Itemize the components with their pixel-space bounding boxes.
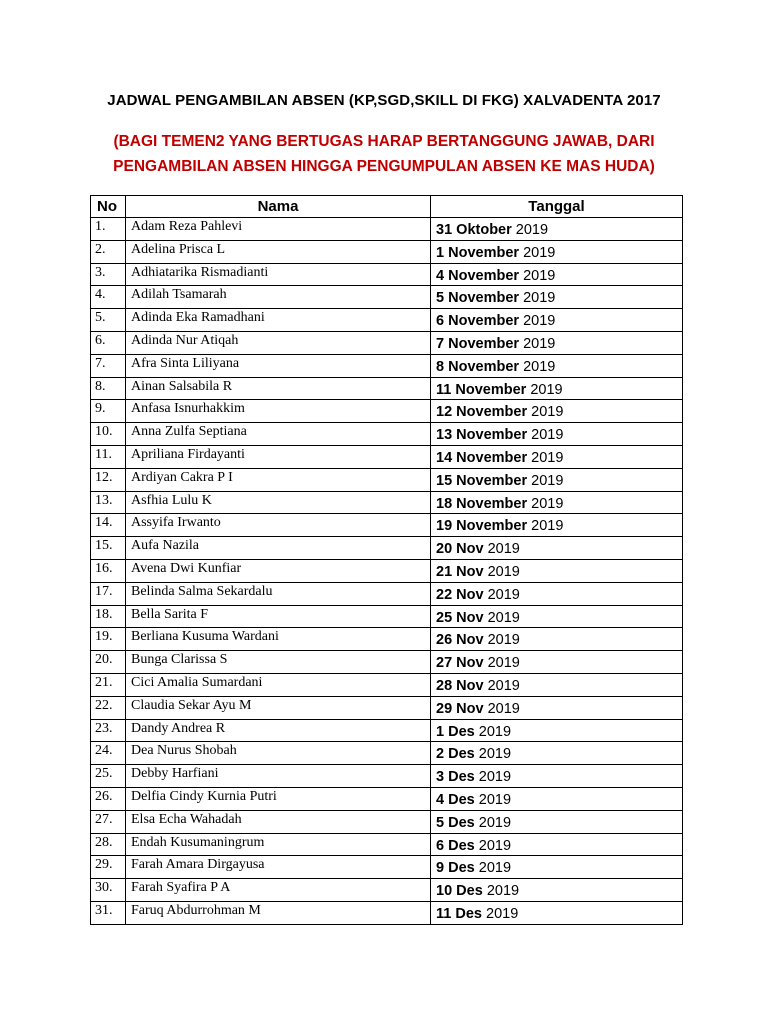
date-year: 2019 bbox=[531, 495, 564, 512]
date-day: 27 bbox=[436, 655, 453, 672]
date-month: Des bbox=[448, 791, 475, 808]
date-month: November bbox=[448, 313, 520, 330]
row-date bbox=[431, 445, 683, 468]
date-day: 8 bbox=[436, 358, 445, 375]
date-year: 2019 bbox=[530, 381, 563, 398]
date-day: 4 bbox=[436, 791, 445, 808]
date-year: 2019 bbox=[523, 244, 556, 261]
row-number: 14. bbox=[91, 514, 126, 537]
date-month: November bbox=[448, 335, 520, 352]
row-number: 24. bbox=[91, 742, 126, 765]
date-month: November bbox=[448, 358, 520, 375]
date-month: Oktober bbox=[456, 222, 512, 238]
row-number: 18. bbox=[91, 605, 126, 628]
row-number: 3. bbox=[91, 263, 126, 286]
row-number: 7. bbox=[91, 354, 126, 377]
row-number: 10. bbox=[91, 423, 126, 446]
date-year: 2019 bbox=[523, 267, 556, 284]
header-tanggal: Tanggal bbox=[431, 196, 683, 218]
row-name: Afra Sinta Liliyana bbox=[126, 354, 431, 377]
date-day: 1 bbox=[436, 244, 445, 261]
date-year: 2019 bbox=[478, 837, 512, 854]
date-month: November bbox=[456, 449, 528, 466]
table-row bbox=[91, 901, 683, 924]
date-month: Nov bbox=[456, 677, 484, 694]
date-day: 3 bbox=[436, 769, 445, 786]
note-line-1: (BAGI TEMEN2 YANG BERTUGAS HARAP BERTANGGUNG JAWAB, DARI bbox=[113, 133, 655, 150]
table-row bbox=[91, 354, 683, 377]
date-year: 2019 bbox=[478, 769, 512, 786]
table-header-row bbox=[91, 196, 683, 218]
row-name: Bunga Clarissa S bbox=[126, 651, 431, 674]
row-date bbox=[431, 605, 683, 628]
table-row bbox=[91, 582, 683, 605]
date-day: 4 bbox=[436, 267, 445, 284]
table-row bbox=[91, 240, 683, 263]
row-number: 31. bbox=[91, 901, 126, 924]
row-number: 15. bbox=[91, 537, 126, 560]
row-date bbox=[431, 263, 683, 286]
row-name: Dandy Andrea R bbox=[126, 719, 431, 742]
date-day: 21 bbox=[436, 563, 453, 580]
date-day: 1 bbox=[436, 723, 445, 740]
date-year: 2019 bbox=[523, 313, 556, 330]
date-year: 2019 bbox=[523, 358, 556, 375]
header-nama: Nama bbox=[126, 196, 431, 218]
date-year: 2019 bbox=[487, 700, 520, 717]
table-row bbox=[91, 491, 683, 514]
date-day: 28 bbox=[436, 677, 453, 694]
row-name: Claudia Sekar Ayu M bbox=[126, 696, 431, 719]
date-year: 2019 bbox=[531, 427, 564, 444]
row-number: 9. bbox=[91, 400, 126, 423]
row-number: 13. bbox=[91, 491, 126, 514]
table-row bbox=[91, 400, 683, 423]
row-name: Avena Dwi Kunfiar bbox=[126, 559, 431, 582]
row-name: Belinda Salma Sekardalu bbox=[126, 582, 431, 605]
row-number: 11. bbox=[91, 445, 126, 468]
row-name: Anfasa Isnurhakkim bbox=[126, 400, 431, 423]
row-date bbox=[431, 651, 683, 674]
date-year: 2019 bbox=[487, 655, 520, 672]
date-day: 2 bbox=[436, 746, 445, 763]
row-date bbox=[431, 833, 683, 856]
table-row bbox=[91, 787, 683, 810]
row-name: Bella Sarita F bbox=[126, 605, 431, 628]
table-row bbox=[91, 559, 683, 582]
row-name: Adilah Tsamarah bbox=[126, 286, 431, 309]
date-year: 2019 bbox=[486, 883, 520, 900]
date-day: 18 bbox=[436, 495, 453, 512]
date-year: 2019 bbox=[478, 814, 512, 831]
table-row bbox=[91, 833, 683, 856]
date-year: 2019 bbox=[478, 860, 512, 877]
row-number: 22. bbox=[91, 696, 126, 719]
row-number: 30. bbox=[91, 879, 126, 902]
date-month: November bbox=[448, 267, 520, 284]
date-month: November bbox=[456, 472, 528, 489]
row-name: Farah Amara Dirgayusa bbox=[126, 856, 431, 879]
date-day: 10 bbox=[436, 883, 453, 900]
date-day: 14 bbox=[436, 449, 453, 466]
date-year: 2019 bbox=[486, 905, 519, 922]
date-day: 20 bbox=[436, 541, 453, 558]
table-row bbox=[91, 286, 683, 309]
date-month: Des bbox=[456, 883, 483, 900]
row-number: 23. bbox=[91, 719, 126, 742]
row-date bbox=[431, 309, 683, 332]
row-name: Ainan Salsabila R bbox=[126, 377, 431, 400]
note-line-2: PENGAMBILAN ABSEN HINGGA PENGUMPULAN ABSEN KE MAS HUDA) bbox=[113, 158, 655, 175]
row-date bbox=[431, 286, 683, 309]
row-date bbox=[431, 856, 683, 879]
schedule-table bbox=[90, 195, 683, 925]
row-name: Elsa Echa Wahadah bbox=[126, 810, 431, 833]
row-date bbox=[431, 377, 683, 400]
row-number: 29. bbox=[91, 856, 126, 879]
row-date bbox=[431, 582, 683, 605]
row-date bbox=[431, 423, 683, 446]
table-row bbox=[91, 673, 683, 696]
date-year: 2019 bbox=[531, 518, 564, 535]
date-day: 25 bbox=[436, 609, 453, 626]
table-row bbox=[91, 856, 683, 879]
table-row bbox=[91, 651, 683, 674]
table-row bbox=[91, 742, 683, 765]
row-date bbox=[431, 354, 683, 377]
row-name: Debby Harfiani bbox=[126, 765, 431, 788]
date-month: November bbox=[448, 290, 520, 307]
date-month: Nov bbox=[456, 563, 484, 580]
row-date bbox=[431, 537, 683, 560]
date-month: Des bbox=[448, 746, 475, 763]
row-name: Dea Nurus Shobah bbox=[126, 742, 431, 765]
date-month: Nov bbox=[456, 700, 484, 717]
date-year: 2019 bbox=[478, 746, 512, 763]
date-day: 5 bbox=[436, 814, 445, 831]
date-month: Des bbox=[448, 837, 475, 854]
row-date bbox=[431, 765, 683, 788]
table-row bbox=[91, 810, 683, 833]
date-day: 13 bbox=[436, 427, 453, 444]
table-row bbox=[91, 331, 683, 354]
date-month: November bbox=[456, 427, 528, 444]
row-number: 25. bbox=[91, 765, 126, 788]
row-date bbox=[431, 879, 683, 902]
date-year: 2019 bbox=[487, 563, 520, 580]
date-month: November bbox=[456, 518, 528, 535]
row-name: Adelina Prisca L bbox=[126, 240, 431, 263]
date-month: November bbox=[448, 244, 520, 261]
date-month: Des bbox=[455, 905, 482, 922]
date-month: Des bbox=[448, 723, 475, 740]
row-date bbox=[431, 810, 683, 833]
table-row bbox=[91, 263, 683, 286]
row-number: 12. bbox=[91, 468, 126, 491]
date-year: 2019 bbox=[523, 290, 556, 307]
row-date bbox=[431, 901, 683, 924]
date-year: 2019 bbox=[487, 541, 520, 558]
table-row bbox=[91, 605, 683, 628]
header-no: No bbox=[91, 196, 126, 218]
date-month: Nov bbox=[456, 541, 484, 558]
row-name: Cici Amalia Sumardani bbox=[126, 673, 431, 696]
date-year: 2019 bbox=[478, 723, 512, 740]
date-month: November bbox=[455, 381, 527, 398]
table-row bbox=[91, 377, 683, 400]
table-row bbox=[91, 218, 683, 241]
row-number: 1. bbox=[91, 218, 126, 241]
date-year: 2019 bbox=[531, 449, 564, 466]
row-number: 21. bbox=[91, 673, 126, 696]
table-row bbox=[91, 696, 683, 719]
row-name: Endah Kusumaningrum bbox=[126, 833, 431, 856]
row-number: 26. bbox=[91, 787, 126, 810]
row-number: 17. bbox=[91, 582, 126, 605]
row-number: 27. bbox=[91, 810, 126, 833]
row-number: 2. bbox=[91, 240, 126, 263]
row-date bbox=[431, 696, 683, 719]
row-name: Aufa Nazila bbox=[126, 537, 431, 560]
row-name: Adinda Nur Atiqah bbox=[126, 331, 431, 354]
date-month: Des bbox=[448, 769, 475, 786]
date-day: 26 bbox=[436, 632, 453, 649]
date-month: Des bbox=[448, 860, 475, 877]
date-day: 11 bbox=[436, 381, 452, 398]
row-number: 20. bbox=[91, 651, 126, 674]
date-day: 5 bbox=[436, 290, 445, 307]
table-row bbox=[91, 719, 683, 742]
table-row bbox=[91, 445, 683, 468]
table-row bbox=[91, 765, 683, 788]
row-name: Adinda Eka Ramadhani bbox=[126, 309, 431, 332]
table-row bbox=[91, 514, 683, 537]
row-date bbox=[431, 673, 683, 696]
table-row bbox=[91, 628, 683, 651]
date-month: November bbox=[456, 404, 528, 421]
date-day: 6 bbox=[436, 313, 445, 330]
row-number: 4. bbox=[91, 286, 126, 309]
row-date bbox=[431, 719, 683, 742]
row-date bbox=[431, 628, 683, 651]
table-row bbox=[91, 423, 683, 446]
date-year: 2019 bbox=[523, 335, 556, 352]
date-year: 2019 bbox=[487, 632, 520, 649]
row-name: Faruq Abdurrohman M bbox=[126, 901, 431, 924]
date-year: 2019 bbox=[531, 404, 564, 421]
row-name: Delfia Cindy Kurnia Putri bbox=[126, 787, 431, 810]
table-row bbox=[91, 309, 683, 332]
date-year: 2019 bbox=[478, 791, 512, 808]
row-number: 8. bbox=[91, 377, 126, 400]
date-day: 31 bbox=[436, 222, 453, 238]
row-date bbox=[431, 400, 683, 423]
row-name: Berliana Kusuma Wardani bbox=[126, 628, 431, 651]
date-day: 9 bbox=[436, 860, 445, 877]
row-date bbox=[431, 491, 683, 514]
date-day: 7 bbox=[436, 335, 445, 352]
row-number: 19. bbox=[91, 628, 126, 651]
date-year: 2019 bbox=[531, 472, 564, 489]
date-day: 29 bbox=[436, 700, 453, 717]
row-name: Farah Syafira P A bbox=[126, 879, 431, 902]
date-month: Nov bbox=[456, 655, 484, 672]
date-month: November bbox=[456, 495, 528, 512]
date-day: 19 bbox=[436, 518, 453, 535]
row-name: Assyifa Irwanto bbox=[126, 514, 431, 537]
row-date bbox=[431, 742, 683, 765]
date-day: 15 bbox=[436, 472, 453, 489]
row-name: Asfhia Lulu K bbox=[126, 491, 431, 514]
row-name: Ardiyan Cakra P I bbox=[126, 468, 431, 491]
row-number: 6. bbox=[91, 331, 126, 354]
row-date bbox=[431, 468, 683, 491]
row-date bbox=[431, 331, 683, 354]
row-number: 5. bbox=[91, 309, 126, 332]
date-month: Des bbox=[448, 814, 475, 831]
date-year: 2019 bbox=[487, 586, 520, 603]
date-day: 22 bbox=[436, 586, 453, 603]
date-day: 12 bbox=[436, 404, 453, 421]
row-name: Apriliana Firdayanti bbox=[126, 445, 431, 468]
row-date bbox=[431, 559, 683, 582]
row-name: Anna Zulfa Septiana bbox=[126, 423, 431, 446]
date-day: 11 bbox=[436, 905, 452, 922]
table-row bbox=[91, 537, 683, 560]
table-row bbox=[91, 468, 683, 491]
date-month: Nov bbox=[456, 609, 484, 626]
date-day: 6 bbox=[436, 837, 445, 854]
row-number: 28. bbox=[91, 833, 126, 856]
row-date bbox=[431, 240, 683, 263]
row-date bbox=[431, 787, 683, 810]
document-title: JADWAL PENGAMBILAN ABSEN (KP,SGD,SKILL DI FKG) XALVADENTA 2017 bbox=[107, 92, 661, 109]
row-name: Adam Reza Pahlevi bbox=[126, 218, 431, 241]
date-month: Nov bbox=[456, 632, 484, 649]
row-date bbox=[431, 514, 683, 537]
date-year: 2019 bbox=[515, 222, 549, 238]
date-month: Nov bbox=[456, 586, 484, 603]
date-year: 2019 bbox=[487, 677, 520, 694]
row-name: Adhiatarika Rismadianti bbox=[126, 263, 431, 286]
row-date bbox=[431, 218, 683, 241]
date-year: 2019 bbox=[487, 609, 520, 626]
table-row bbox=[91, 879, 683, 902]
row-number: 16. bbox=[91, 559, 126, 582]
